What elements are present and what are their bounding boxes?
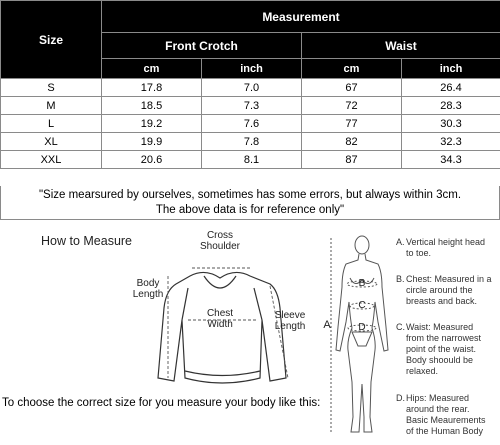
size-cell: M xyxy=(1,97,102,115)
unit-header: inch xyxy=(202,59,302,79)
table-row xyxy=(1,133,500,151)
size-cell: XXL xyxy=(1,151,102,169)
table-row xyxy=(1,115,500,133)
table-row xyxy=(1,97,500,115)
legend-item-c: C.Waist: Measured from the narrowest point of the waist. Body shoould be relaxed. xyxy=(396,322,482,376)
table-row xyxy=(1,79,500,97)
human-body-icon xyxy=(322,232,394,442)
unit-header: cm xyxy=(302,59,402,79)
legend-item-b: B.Chest: Measured in a circle around the breasts and back. xyxy=(396,274,492,306)
measurement-header: Measurement xyxy=(102,1,500,33)
waist-cm-cell: 82 xyxy=(302,133,402,151)
chest-width-label: Chest Width xyxy=(206,308,234,330)
size-cell: XL xyxy=(1,133,102,151)
marker-a-label: A xyxy=(323,319,331,331)
waist-inch-cell: 34.3 xyxy=(402,151,500,169)
legend-item-d: D.Hips: Measured around the rear. Basic Meaurements of the Human Body xyxy=(396,393,486,436)
front-crotch-inch-cell: 8.1 xyxy=(202,151,302,169)
marker-c-label: C xyxy=(358,300,366,311)
front-crotch-cm-cell: 20.6 xyxy=(102,151,202,169)
marker-b-label: B xyxy=(358,278,366,289)
unit-header: inch xyxy=(402,59,500,79)
cross-shoulder-label: Cross Shoulder xyxy=(199,230,241,252)
waist-cm-cell: 87 xyxy=(302,151,402,169)
front-crotch-cm-cell: 19.2 xyxy=(102,115,202,133)
table-row xyxy=(1,151,500,169)
body-measurement-diagram xyxy=(322,232,394,442)
front-crotch-cm-cell: 19.9 xyxy=(102,133,202,151)
waist-inch-cell: 28.3 xyxy=(402,97,500,115)
waist-cm-cell: 72 xyxy=(302,97,402,115)
legend-item-a: A.Vertical height head to toe. xyxy=(396,237,486,258)
body-length-label: Body Length xyxy=(132,278,164,300)
unit-header: cm xyxy=(102,59,202,79)
front-crotch-inch-cell: 7.0 xyxy=(202,79,302,97)
front-crotch-inch-cell: 7.6 xyxy=(202,115,302,133)
waist-inch-cell: 26.4 xyxy=(402,79,500,97)
front-crotch-header: Front Crotch xyxy=(102,33,302,59)
note-line: "Size mearsured by ourselves, sometimes has some errors, but always within 3cm. xyxy=(38,189,462,201)
sleeve-length-label: Sleeve Length xyxy=(274,310,306,332)
size-cell: L xyxy=(1,115,102,133)
size-cell: S xyxy=(1,79,102,97)
choose-size-instruction: To choose the correct size for you measure your body like this: xyxy=(2,397,321,409)
size-chart-table xyxy=(0,0,500,169)
waist-cm-cell: 67 xyxy=(302,79,402,97)
front-crotch-inch-cell: 7.8 xyxy=(202,133,302,151)
sweater-diagram xyxy=(130,228,310,393)
front-crotch-cm-cell: 17.8 xyxy=(102,79,202,97)
waist-inch-cell: 32.3 xyxy=(402,133,500,151)
front-crotch-inch-cell: 7.3 xyxy=(202,97,302,115)
waist-inch-cell: 30.3 xyxy=(402,115,500,133)
size-column-header: Size xyxy=(1,1,102,79)
waist-cm-cell: 77 xyxy=(302,115,402,133)
how-to-measure-title: How to Measure xyxy=(41,234,133,248)
waist-header: Waist xyxy=(302,33,500,59)
front-crotch-cm-cell: 18.5 xyxy=(102,97,202,115)
size-disclaimer-note xyxy=(0,186,500,220)
note-line: The above data is for reference only" xyxy=(155,204,345,216)
marker-d-label: D xyxy=(358,322,366,333)
